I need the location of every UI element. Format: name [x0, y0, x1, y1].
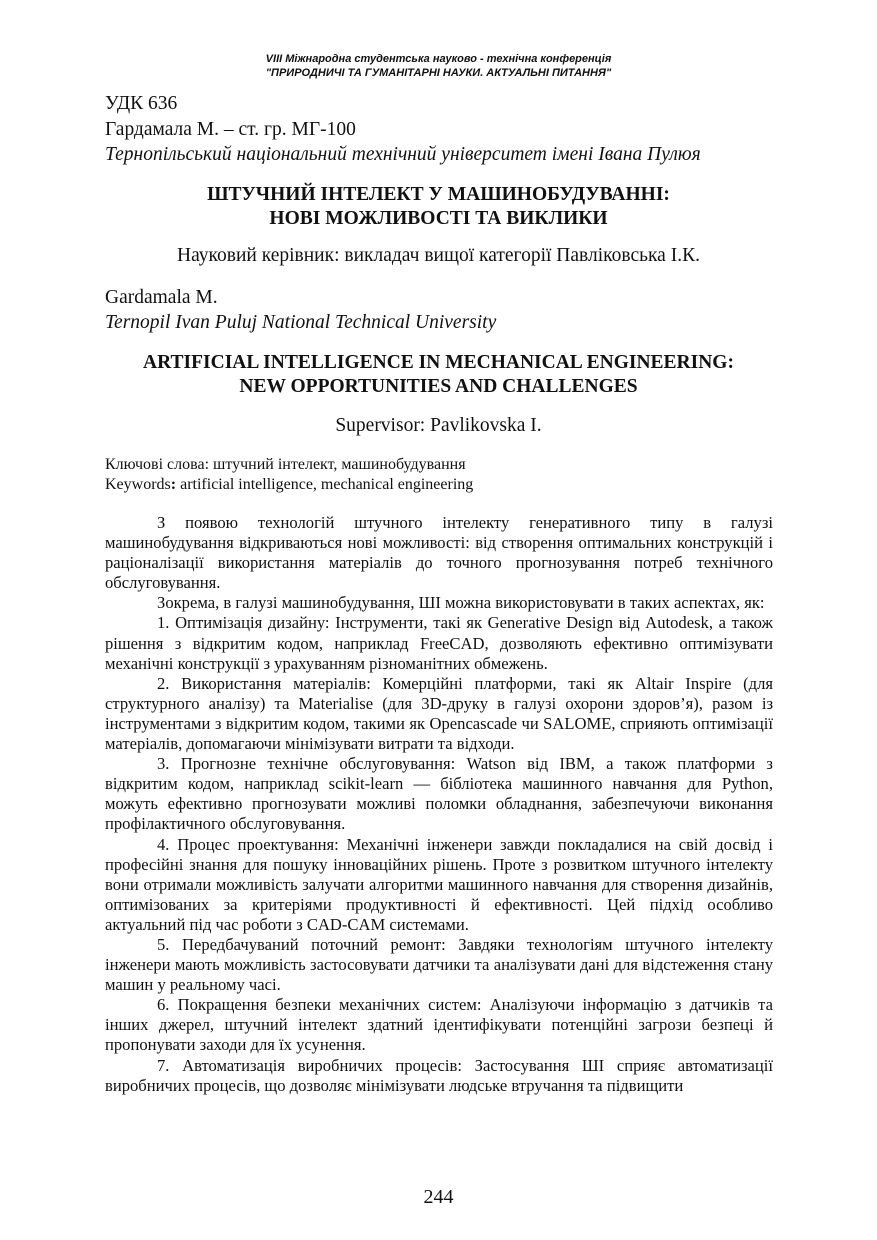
title-en — [60, 351, 817, 399]
author-en: Gardamala M. — [105, 287, 218, 308]
author-ua: Гардамала М. – ст. гр. МГ-100 — [105, 119, 356, 140]
title-en-line-1: ARTIFICIAL INTELLIGENCE IN MECHANICAL ENGINEERING: — [143, 352, 734, 373]
supervisor-ua: Науковий керівник: викладач вищої категорії Павліковська І.К. — [177, 245, 700, 266]
title-en-line-2: NEW OPPORTUNITIES AND CHALLENGES — [239, 376, 638, 397]
title-ua — [60, 183, 817, 231]
list-item-materials: 2. Використання матеріалів: Комерційні платформи, такі як Altair Inspire (для структурного аналізу) та Materialise (для 3D-друку в галузі охорони здоров’я), разом із інструментами з відкритим кодом, такими як Opencascade чи SALOME, сприяють оптимізації матеріалів, допомагаючи мінімізувати витрати та відходи. — [105, 673, 773, 754]
body-text — [105, 513, 773, 1096]
keywords-en: Keywords: artificial intelligence, mechanical engineering — [105, 476, 474, 493]
list-item-safety: 6. Покращення безпеки механічних систем: Аналізуючи інформацію з датчиків та інших джерел, штучний інтелект здатний ідентифікувати потенційні загрози безпеці й пропонувати заходи для їх усунення. — [105, 995, 773, 1055]
keywords-ua: Ключові слова: штучний інтелект, машинобудування — [105, 456, 466, 473]
title-ua-line-1: ШТУЧНИЙ ІНТЕЛЕКТ У МАШИНОБУДУВАННІ: — [207, 184, 670, 205]
paragraph-aspects: Зокрема, в галузі машинобудування, ШІ можна використовувати в таких аспектах, як: — [157, 593, 765, 613]
affiliation-ua: Тернопільський національний технічний університет імені Івана Пулюя — [105, 144, 701, 165]
list-item-predictive-repair: 5. Передбачуваний поточний ремонт: Завдяки технологіям штучного інтелекту інженери мають можливість застосовувати датчики та аналізувати дані для відстеження стану машин у реальному часі. — [105, 934, 773, 995]
keywords-en-text: artificial intelligence, mechanical engineering — [176, 476, 474, 493]
conference-title-line-1: VIII Міжнародна студентська науково - технічна конференція — [265, 53, 612, 65]
title-ua-line-2: НОВІ МОЖЛИВОСТІ ТА ВИКЛИКИ — [269, 208, 608, 229]
list-item-design-process: 4. Процес проектування: Механічні інженери завжди покладалися на свій досвід і професійні знання для пошуку інноваційних рішень. Проте з розвитком штучного інтелекту вони отримали можливість залучати алгоритми машинного навчання для створення дизайнів, оптимізованих за критеріями продуктивності й ефективності. Цей підхід особливо актуальний під час роботи з CAD-CAM системами. — [105, 834, 773, 934]
list-item-predictive-maintenance: 3. Прогнозне технічне обслуговування: Watson від IBM, а також платформи з відкритим кодом, наприклад scikit-learn — бібліотека машинного навчання для Python, можуть ефективно прогнозувати можливі поломки обладнання, забезпечуючи виконання профілактичного обслуговування. — [105, 754, 773, 834]
conference-header — [0, 52, 877, 80]
supervisor-en: Supervisor: Pavlikovska I. — [335, 415, 542, 436]
page-number: 244 — [423, 1186, 454, 1208]
conference-title-line-2: "ПРИРОДНИЧІ ТА ГУМАНІТАРНІ НАУКИ. АКТУАЛЬНІ ПИТАННЯ" — [265, 67, 612, 79]
paragraph-intro: З появою технологій штучного інтелекту генеративного типу в галузі машинобудування відкриваються нові можливості: від створення оптимальних конструкцій і раціоналізації використання матеріалів до точного прогнозування потреб технічного обслуговування. — [105, 513, 773, 593]
list-item-design-optimization: 1. Оптимізація дизайну: Інструменти, такі як Generative Design від Autodesk, а також рішення з відкритим кодом, наприклад FreeCAD, дозволяють ефективно оптимізувати механічні конструкції з урахуванням різноманітних обмежень. — [105, 613, 773, 673]
affiliation-en: Ternopil Ivan Puluj National Technical University — [105, 312, 497, 333]
keywords-en-label: Keywords — [105, 476, 171, 493]
list-item-automation: 7. Автоматизація виробничих процесів: Застосування ШІ сприяє автоматизації виробничих процесів, що дозволяє мінімізувати людське втручання та підвищити — [105, 1055, 773, 1095]
udk-code: УДК 636 — [105, 93, 178, 114]
